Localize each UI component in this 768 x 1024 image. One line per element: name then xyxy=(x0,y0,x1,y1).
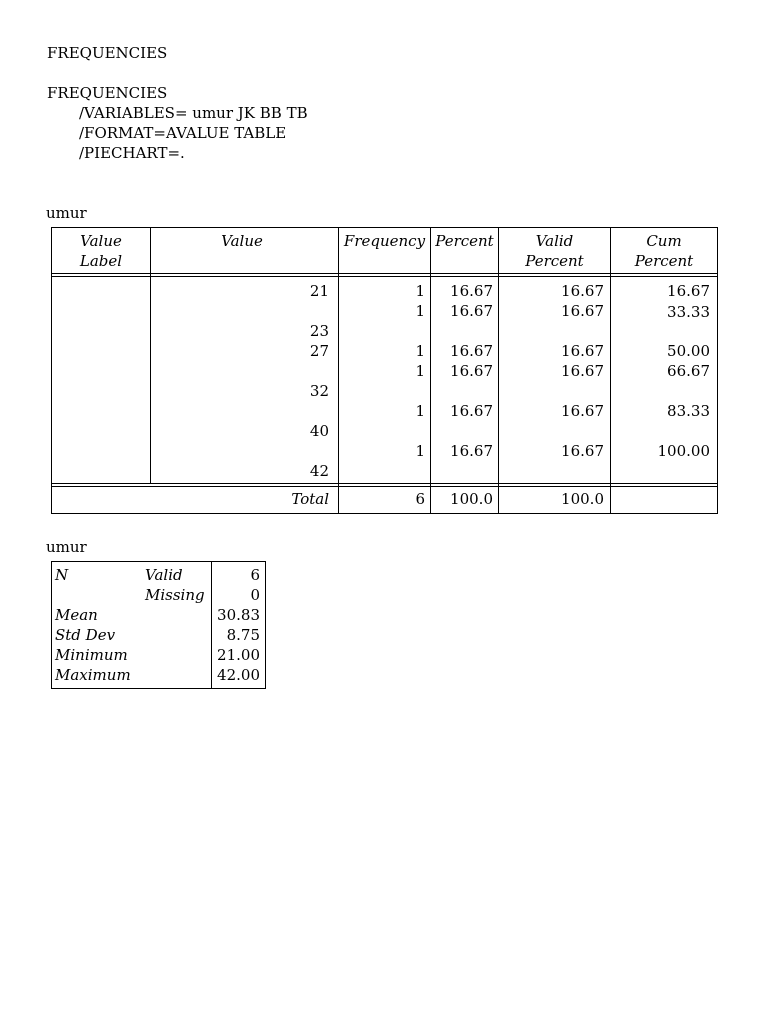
syntax-command: FREQUENCIES xyxy=(47,84,168,102)
stat-label: Maximum xyxy=(55,666,131,684)
percent-cell: 16.67 xyxy=(450,442,493,460)
header-value: Value xyxy=(221,232,263,250)
total-frequency: 6 xyxy=(415,490,425,508)
frequency-cell: 1 xyxy=(415,282,425,300)
value-cell: 23 xyxy=(309,322,329,340)
header-valid-percent xyxy=(499,231,610,271)
stat-value: 30.83 xyxy=(217,606,260,624)
syntax-line-text: /VARIABLES= umur JK BB TB xyxy=(79,104,308,122)
stat-value: 8.75 xyxy=(226,626,260,644)
percent-cell: 16.67 xyxy=(450,402,493,420)
total-valid-percent: 100.0 xyxy=(561,490,604,508)
header-cum-percent-line1: Cum xyxy=(646,232,682,250)
valid-percent-cell: 16.67 xyxy=(561,402,604,420)
syntax-heading: FREQUENCIES xyxy=(47,44,168,62)
frequency-cell: 1 xyxy=(415,362,425,380)
cum-percent-cell: 66.67 xyxy=(667,362,710,380)
value-cell: 40 xyxy=(309,422,329,440)
stat-value: 6 xyxy=(250,566,260,584)
cum-percent-cell: 16.67 xyxy=(667,282,710,300)
statistics-table-title: umur xyxy=(46,538,87,556)
valid-percent-cell: 16.67 xyxy=(561,282,604,300)
valid-percent-cell: 16.67 xyxy=(561,302,604,320)
stat-value: 0 xyxy=(250,586,260,604)
frequency-cell: 1 xyxy=(415,402,425,420)
header-valid-percent-line1: Valid xyxy=(535,232,574,250)
stat-sublabel: Missing xyxy=(145,586,205,604)
valid-percent-cell: 16.67 xyxy=(561,342,604,360)
header-valid-percent-line2: Percent xyxy=(525,252,584,270)
cum-percent-cell: 50.00 xyxy=(667,342,710,360)
syntax-line-text: /PIECHART=. xyxy=(79,144,185,162)
frequency-cell: 1 xyxy=(415,302,425,320)
value-cell: 32 xyxy=(309,382,329,400)
frequency-table-title: umur xyxy=(46,204,87,222)
value-cell: 27 xyxy=(309,342,329,360)
stat-value: 42.00 xyxy=(217,666,260,684)
cum-percent-cell: 100.00 xyxy=(657,442,710,460)
stat-label: N xyxy=(55,566,69,584)
total-percent: 100.0 xyxy=(450,490,493,508)
cum-percent-cell: 33.33 xyxy=(667,303,710,321)
percent-cell: 16.67 xyxy=(450,282,493,300)
header-value-label xyxy=(52,231,150,271)
syntax-line-text: /FORMAT=AVALUE TABLE xyxy=(79,124,287,142)
frequency-cell: 1 xyxy=(415,342,425,360)
stat-label: Mean xyxy=(55,606,98,624)
percent-cell: 16.67 xyxy=(450,342,493,360)
header-value-label-line2: Label xyxy=(79,252,123,270)
value-cell: 21 xyxy=(309,282,329,300)
value-cell: 42 xyxy=(309,462,329,480)
stat-label: Std Dev xyxy=(55,626,116,644)
header-cum-percent-line2: Percent xyxy=(634,252,694,270)
header-percent: Percent xyxy=(435,232,494,250)
valid-percent-cell: 16.67 xyxy=(561,442,604,460)
stat-label: Minimum xyxy=(55,646,128,664)
percent-cell: 16.67 xyxy=(450,362,493,380)
total-label: Total xyxy=(291,490,329,508)
percent-cell: 16.67 xyxy=(450,302,493,320)
stat-sublabel: Valid xyxy=(145,566,183,584)
valid-percent-cell: 16.67 xyxy=(561,362,604,380)
stat-value: 21.00 xyxy=(217,646,260,664)
header-cum-percent xyxy=(611,231,717,271)
frequency-cell: 1 xyxy=(415,442,425,460)
cum-percent-cell: 83.33 xyxy=(667,402,710,420)
header-frequency: Frequency xyxy=(343,232,426,250)
header-value-label-line1: Value xyxy=(80,232,122,250)
